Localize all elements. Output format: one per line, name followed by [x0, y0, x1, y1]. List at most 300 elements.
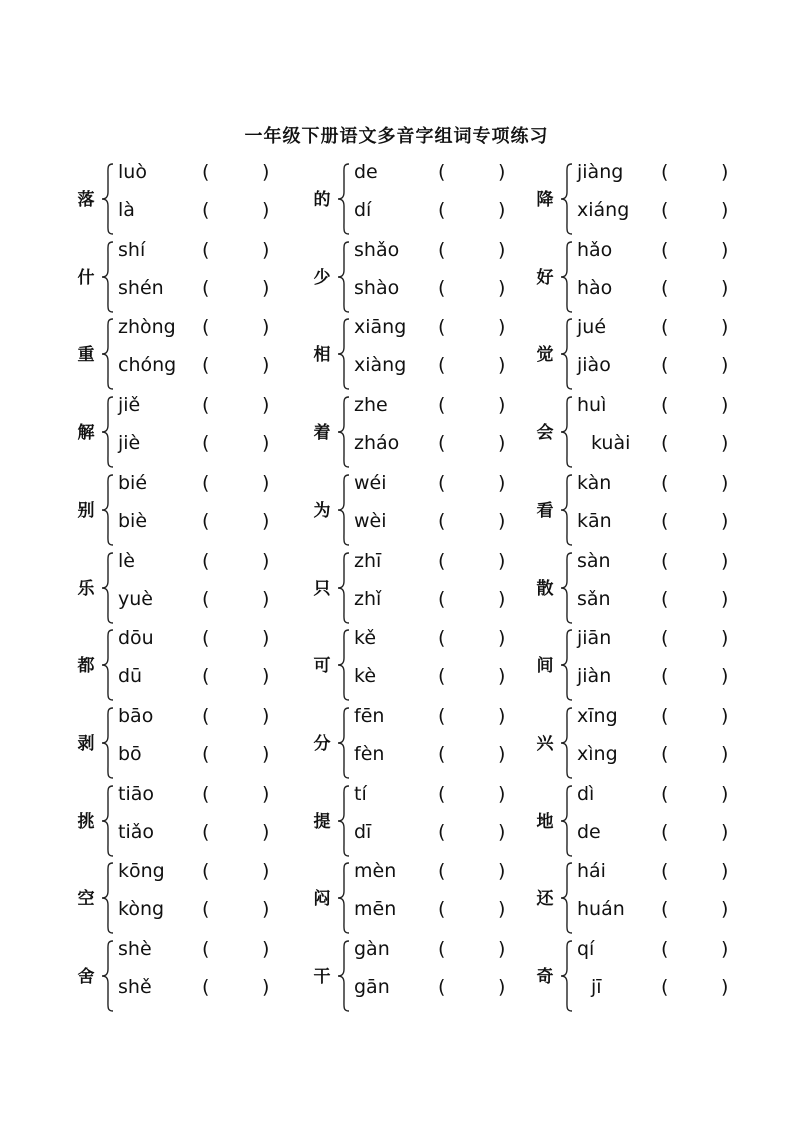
open-paren: (	[438, 587, 446, 610]
open-paren: (	[661, 549, 669, 572]
open-paren: (	[438, 471, 446, 494]
close-paren: )	[498, 976, 506, 998]
polyphone-character: 着	[313, 423, 331, 444]
polyphone-character: 间	[536, 656, 554, 677]
open-paren: (	[661, 394, 669, 417]
left-brace-icon	[559, 861, 575, 935]
polyphone-character: 会	[536, 423, 554, 444]
polyphone-character: 都	[77, 656, 95, 677]
polyphone-character: 少	[313, 267, 331, 288]
open-paren: (	[202, 665, 210, 688]
polyphone-group	[531, 782, 781, 860]
word-answer-blank[interactable]	[214, 355, 260, 379]
polyphone-character: 觉	[536, 345, 554, 366]
left-brace-icon	[336, 395, 352, 469]
pinyin-reading: hào	[577, 276, 613, 299]
open-paren: (	[438, 161, 446, 183]
close-paren: )	[262, 898, 270, 921]
word-answer-blank[interactable]	[450, 784, 496, 808]
word-answer-blank[interactable]	[450, 433, 496, 457]
pinyin-reading: xìng	[577, 742, 618, 765]
pinyin-reading: xiāng	[354, 316, 407, 339]
close-paren: )	[721, 938, 729, 960]
word-answer-blank[interactable]	[673, 162, 719, 186]
left-brace-icon	[559, 395, 575, 469]
polyphone-group	[72, 704, 322, 782]
word-answer-blank[interactable]	[450, 899, 496, 923]
pinyin-reading: zhī	[354, 549, 382, 572]
pinyin-reading: shén	[118, 276, 164, 299]
pinyin-reading: hái	[577, 860, 606, 883]
open-paren: (	[202, 820, 210, 843]
open-paren: (	[438, 394, 446, 417]
polyphone-character: 落	[77, 190, 95, 210]
open-paren: (	[202, 432, 210, 455]
word-answer-blank[interactable]	[214, 589, 260, 613]
polyphone-character: 乐	[77, 578, 95, 599]
left-brace-icon	[100, 395, 116, 469]
left-brace-icon	[559, 551, 575, 625]
pinyin-reading: zhǐ	[354, 587, 382, 610]
polyphone-group	[308, 626, 558, 704]
word-answer-blank[interactable]	[673, 240, 719, 264]
word-answer-blank[interactable]	[673, 861, 719, 885]
close-paren: )	[721, 820, 729, 843]
close-paren: )	[262, 471, 270, 494]
word-answer-blank[interactable]	[673, 473, 719, 497]
left-brace-icon	[100, 240, 116, 314]
open-paren: (	[202, 199, 210, 221]
left-brace-icon	[336, 861, 352, 935]
open-paren: (	[438, 938, 446, 960]
polyphone-character: 什	[77, 267, 95, 288]
polyphone-character: 挑	[77, 811, 95, 832]
close-paren: )	[498, 898, 506, 921]
polyphone-character: 重	[77, 345, 95, 366]
open-paren: (	[438, 627, 446, 650]
close-paren: )	[262, 627, 270, 650]
left-brace-icon	[100, 784, 116, 858]
word-answer-blank[interactable]	[673, 706, 719, 730]
word-answer-blank[interactable]	[214, 162, 260, 186]
pinyin-reading: xiàng	[354, 354, 407, 377]
polyphone-group	[308, 859, 558, 937]
open-paren: (	[661, 471, 669, 494]
close-paren: )	[262, 820, 270, 843]
word-answer-blank[interactable]	[450, 200, 496, 224]
left-brace-icon	[100, 861, 116, 935]
open-paren: (	[438, 665, 446, 688]
open-paren: (	[438, 976, 446, 998]
word-answer-blank[interactable]	[673, 278, 719, 302]
word-answer-blank[interactable]	[450, 589, 496, 613]
left-brace-icon	[100, 162, 116, 236]
word-answer-blank[interactable]	[214, 666, 260, 690]
pinyin-reading: wéi	[354, 471, 387, 494]
pinyin-reading: jiàn	[577, 665, 612, 688]
pinyin-reading: biè	[118, 509, 148, 532]
pinyin-reading: zháo	[354, 432, 400, 455]
open-paren: (	[202, 704, 210, 727]
polyphone-character: 分	[313, 733, 331, 754]
close-paren: )	[721, 704, 729, 727]
close-paren: )	[262, 394, 270, 417]
open-paren: (	[661, 432, 669, 455]
open-paren: (	[202, 354, 210, 377]
left-brace-icon	[336, 240, 352, 314]
left-brace-icon	[100, 628, 116, 702]
close-paren: )	[498, 627, 506, 650]
close-paren: )	[721, 509, 729, 532]
close-paren: )	[721, 276, 729, 299]
pinyin-reading: lè	[118, 549, 135, 572]
left-brace-icon	[559, 628, 575, 702]
pinyin-reading: huì	[577, 394, 607, 417]
open-paren: (	[438, 782, 446, 805]
pinyin-reading: kě	[354, 627, 377, 650]
pinyin-reading: luò	[118, 161, 147, 183]
pinyin-reading: gān	[354, 976, 390, 998]
word-answer-blank[interactable]	[214, 395, 260, 419]
close-paren: )	[262, 161, 270, 183]
polyphone-group	[308, 549, 558, 627]
left-brace-icon	[559, 706, 575, 780]
word-answer-blank[interactable]	[214, 511, 260, 535]
open-paren: (	[661, 860, 669, 883]
open-paren: (	[438, 354, 446, 377]
word-answer-blank[interactable]	[214, 628, 260, 652]
pinyin-reading: de	[354, 161, 378, 183]
pinyin-reading: kàn	[577, 471, 612, 494]
word-answer-blank[interactable]	[214, 433, 260, 457]
left-brace-icon	[559, 784, 575, 858]
polyphone-group	[72, 238, 322, 316]
word-answer-blank[interactable]	[673, 628, 719, 652]
open-paren: (	[438, 898, 446, 921]
pinyin-reading: xīng	[577, 704, 618, 727]
pinyin-reading: shí	[118, 238, 146, 261]
word-answer-blank[interactable]	[214, 939, 260, 963]
pinyin-reading: jiě	[118, 394, 141, 417]
open-paren: (	[661, 161, 669, 183]
polyphone-group	[308, 782, 558, 860]
close-paren: )	[262, 432, 270, 455]
close-paren: )	[262, 976, 270, 998]
word-answer-blank[interactable]	[214, 240, 260, 264]
polyphone-group	[308, 937, 558, 1015]
left-brace-icon	[100, 317, 116, 391]
pinyin-reading: jiào	[577, 354, 611, 377]
polyphone-group	[308, 704, 558, 782]
pinyin-reading: kān	[577, 509, 612, 532]
pinyin-reading: fèn	[354, 742, 385, 765]
pinyin-reading: tiǎo	[118, 820, 154, 843]
pinyin-reading: sǎn	[577, 587, 611, 610]
word-answer-blank[interactable]	[673, 744, 719, 768]
close-paren: )	[721, 549, 729, 572]
close-paren: )	[498, 354, 506, 377]
pinyin-reading: gàn	[354, 938, 390, 960]
polyphone-group	[72, 315, 322, 393]
close-paren: )	[262, 665, 270, 688]
left-brace-icon	[100, 473, 116, 547]
pinyin-reading: mèn	[354, 860, 397, 883]
left-brace-icon	[336, 162, 352, 236]
open-paren: (	[661, 704, 669, 727]
word-answer-blank[interactable]	[214, 551, 260, 575]
word-answer-blank[interactable]	[214, 200, 260, 224]
close-paren: )	[498, 938, 506, 960]
word-answer-blank[interactable]	[450, 666, 496, 690]
open-paren: (	[661, 820, 669, 843]
pinyin-reading: de	[577, 820, 601, 843]
word-answer-blank[interactable]	[214, 473, 260, 497]
open-paren: (	[661, 742, 669, 765]
close-paren: )	[262, 238, 270, 261]
close-paren: )	[262, 549, 270, 572]
close-paren: )	[498, 587, 506, 610]
open-paren: (	[661, 354, 669, 377]
pinyin-reading: xiáng	[577, 199, 630, 221]
close-paren: )	[498, 276, 506, 299]
word-answer-blank[interactable]	[214, 278, 260, 302]
close-paren: )	[721, 316, 729, 339]
close-paren: )	[498, 316, 506, 339]
left-brace-icon	[559, 939, 575, 1013]
close-paren: )	[498, 820, 506, 843]
word-answer-blank[interactable]	[214, 899, 260, 923]
close-paren: )	[498, 509, 506, 532]
open-paren: (	[438, 860, 446, 883]
word-answer-blank[interactable]	[673, 511, 719, 535]
open-paren: (	[661, 665, 669, 688]
word-answer-blank[interactable]	[450, 240, 496, 264]
word-answer-blank[interactable]	[673, 589, 719, 613]
open-paren: (	[438, 432, 446, 455]
word-answer-blank[interactable]	[214, 784, 260, 808]
word-answer-blank[interactable]	[450, 706, 496, 730]
open-paren: (	[202, 161, 210, 183]
polyphone-character: 地	[536, 811, 554, 832]
open-paren: (	[661, 938, 669, 960]
close-paren: )	[498, 394, 506, 417]
close-paren: )	[498, 549, 506, 572]
word-answer-blank[interactable]	[673, 899, 719, 923]
close-paren: )	[498, 161, 506, 183]
word-answer-blank[interactable]	[673, 822, 719, 846]
close-paren: )	[721, 161, 729, 183]
left-brace-icon	[559, 162, 575, 236]
polyphone-group	[72, 160, 322, 238]
left-brace-icon	[559, 473, 575, 547]
pinyin-reading: yuè	[118, 587, 153, 610]
word-answer-blank[interactable]	[450, 511, 496, 535]
pinyin-reading: bō	[118, 742, 142, 765]
polyphone-character: 好	[536, 267, 554, 288]
close-paren: )	[498, 742, 506, 765]
polyphone-group	[308, 315, 558, 393]
pinyin-reading: chóng	[118, 354, 177, 377]
polyphone-character: 剥	[77, 733, 95, 754]
close-paren: )	[262, 704, 270, 727]
close-paren: )	[721, 742, 729, 765]
open-paren: (	[438, 316, 446, 339]
pinyin-reading: bāo	[118, 704, 154, 727]
pinyin-reading: shào	[354, 276, 400, 299]
word-answer-blank[interactable]	[673, 317, 719, 341]
polyphone-character: 奇	[536, 967, 554, 987]
polyphone-character: 干	[313, 967, 331, 987]
open-paren: (	[438, 238, 446, 261]
polyphone-group	[531, 471, 781, 549]
pinyin-reading: jiàng	[577, 161, 624, 183]
close-paren: )	[721, 976, 729, 998]
open-paren: (	[202, 471, 210, 494]
open-paren: (	[661, 316, 669, 339]
word-answer-blank[interactable]	[673, 551, 719, 575]
polyphone-group	[308, 238, 558, 316]
open-paren: (	[438, 509, 446, 532]
pinyin-reading: sàn	[577, 549, 611, 572]
open-paren: (	[661, 509, 669, 532]
word-answer-blank[interactable]	[450, 939, 496, 963]
open-paren: (	[661, 587, 669, 610]
polyphone-group	[72, 626, 322, 704]
close-paren: )	[262, 587, 270, 610]
open-paren: (	[202, 587, 210, 610]
polyphone-character: 相	[313, 345, 331, 366]
open-paren: (	[202, 860, 210, 883]
word-answer-blank[interactable]	[673, 784, 719, 808]
word-answer-blank[interactable]	[450, 861, 496, 885]
open-paren: (	[438, 704, 446, 727]
close-paren: )	[262, 742, 270, 765]
close-paren: )	[262, 782, 270, 805]
open-paren: (	[661, 898, 669, 921]
open-paren: (	[202, 549, 210, 572]
pinyin-reading: dí	[354, 199, 372, 221]
polyphone-group	[531, 393, 781, 471]
open-paren: (	[202, 238, 210, 261]
polyphone-character: 的	[313, 190, 331, 210]
polyphone-group	[72, 471, 322, 549]
close-paren: )	[498, 471, 506, 494]
word-answer-blank[interactable]	[673, 939, 719, 963]
close-paren: )	[721, 860, 729, 883]
polyphone-character: 看	[536, 500, 554, 521]
pinyin-reading: shě	[118, 976, 152, 998]
word-answer-blank[interactable]	[450, 162, 496, 186]
polyphone-character: 舍	[77, 967, 95, 987]
left-brace-icon	[336, 628, 352, 702]
polyphone-group	[531, 626, 781, 704]
word-answer-blank[interactable]	[214, 977, 260, 1001]
polyphone-character: 提	[313, 811, 331, 832]
pinyin-reading: huán	[577, 898, 625, 921]
polyphone-character: 空	[77, 889, 95, 910]
pinyin-reading: hǎo	[577, 238, 613, 261]
word-answer-blank[interactable]	[450, 744, 496, 768]
polyphone-character: 别	[77, 500, 95, 521]
polyphone-character: 解	[77, 423, 95, 444]
word-answer-blank[interactable]	[450, 473, 496, 497]
word-answer-blank[interactable]	[214, 861, 260, 885]
close-paren: )	[498, 704, 506, 727]
word-answer-blank[interactable]	[673, 666, 719, 690]
left-brace-icon	[559, 317, 575, 391]
word-answer-blank[interactable]	[450, 278, 496, 302]
close-paren: )	[498, 860, 506, 883]
pinyin-reading: jué	[577, 316, 607, 339]
polyphone-group	[531, 238, 781, 316]
polyphone-group	[531, 549, 781, 627]
polyphone-character: 降	[536, 190, 554, 210]
close-paren: )	[721, 471, 729, 494]
close-paren: )	[262, 509, 270, 532]
open-paren: (	[202, 509, 210, 532]
polyphone-group	[308, 471, 558, 549]
word-answer-blank[interactable]	[214, 317, 260, 341]
word-answer-blank[interactable]	[450, 822, 496, 846]
word-answer-blank[interactable]	[450, 551, 496, 575]
word-answer-blank[interactable]	[450, 395, 496, 419]
close-paren: )	[262, 860, 270, 883]
word-answer-blank[interactable]	[673, 355, 719, 379]
open-paren: (	[202, 316, 210, 339]
word-answer-blank[interactable]	[450, 628, 496, 652]
open-paren: (	[661, 782, 669, 805]
polyphone-character: 为	[313, 500, 331, 521]
open-paren: (	[202, 898, 210, 921]
left-brace-icon	[100, 939, 116, 1013]
polyphone-group	[531, 315, 781, 393]
pinyin-reading: kuài	[591, 432, 631, 455]
word-answer-blank[interactable]	[450, 977, 496, 1001]
pinyin-reading: bié	[118, 471, 148, 494]
open-paren: (	[661, 627, 669, 650]
open-paren: (	[202, 782, 210, 805]
open-paren: (	[202, 742, 210, 765]
pinyin-reading: jī	[591, 976, 602, 998]
word-answer-blank[interactable]	[673, 200, 719, 224]
word-answer-blank[interactable]	[214, 822, 260, 846]
polyphone-group	[72, 393, 322, 471]
polyphone-group	[72, 782, 322, 860]
close-paren: )	[498, 782, 506, 805]
word-answer-blank[interactable]	[673, 433, 719, 457]
polyphone-character: 还	[536, 889, 554, 910]
open-paren: (	[202, 976, 210, 998]
word-answer-blank[interactable]	[214, 744, 260, 768]
word-answer-blank[interactable]	[450, 317, 496, 341]
open-paren: (	[661, 238, 669, 261]
word-answer-blank[interactable]	[673, 395, 719, 419]
left-brace-icon	[336, 784, 352, 858]
pinyin-reading: mēn	[354, 898, 397, 921]
close-paren: )	[262, 354, 270, 377]
word-answer-blank[interactable]	[673, 977, 719, 1001]
left-brace-icon	[336, 706, 352, 780]
close-paren: )	[721, 394, 729, 417]
word-answer-blank[interactable]	[450, 355, 496, 379]
left-brace-icon	[100, 706, 116, 780]
close-paren: )	[721, 587, 729, 610]
pinyin-reading: shè	[118, 938, 152, 960]
polyphone-group	[531, 937, 781, 1015]
polyphone-character: 散	[536, 578, 554, 599]
close-paren: )	[498, 432, 506, 455]
word-answer-blank[interactable]	[214, 706, 260, 730]
